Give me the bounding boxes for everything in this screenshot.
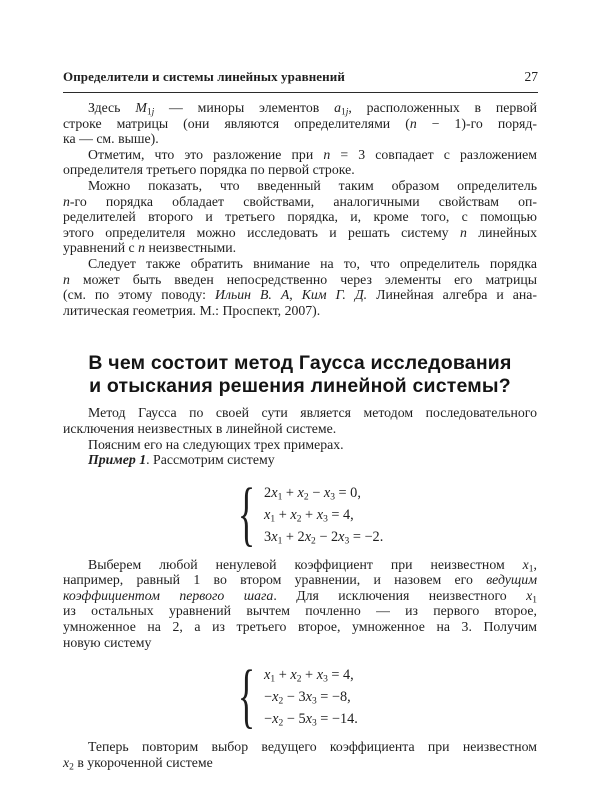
paragraph <box>63 405 537 436</box>
text-line: Теперь повторим выбор ведущего коэффициента при неизвестном <box>88 739 537 755</box>
running-header <box>63 69 538 93</box>
equation-system <box>235 474 537 554</box>
paragraph <box>63 739 537 773</box>
equation-line: $3x_1 + 2x_2 - 2x_3 = -2$. <box>264 528 384 547</box>
text-line: исключения неизвестных в линейной системе. <box>63 420 337 436</box>
text-line: Следует также обратить внимание на то, что определитель порядка <box>88 255 537 271</box>
text-line: Метод Гаусса по своей сути является методом последовательного <box>88 405 537 421</box>
text-line: уравнений с n неизвестными. <box>63 240 237 256</box>
page-body <box>63 100 538 773</box>
heading-line: В чем состоит метод Гаусса исследования <box>88 352 512 375</box>
text-line: коэффициентом первого шага. Для исключения неизвестного $x_1$ <box>63 587 537 606</box>
equation-lines <box>264 482 383 548</box>
text-line: этого определителя можно исследовать и решать систему n линейных <box>63 224 537 240</box>
paragraph <box>63 178 537 256</box>
paragraph <box>63 147 537 178</box>
paragraph <box>63 437 537 453</box>
heading-line: и отыскания решения линейной системы? <box>89 375 511 398</box>
text-line: Отметим, что это разложение при n = 3 совпадает с разложением <box>88 146 537 162</box>
text-line: Можно показать, что введенный таким образом определитель <box>88 177 537 193</box>
text-line: (см. по этому поводу: Ильин В. А, Ким Г. Д. Линейная алгебра и ана- <box>63 287 537 303</box>
text-line: например, равный 1 во втором уравнении, и назовем его ведущим <box>63 572 537 588</box>
paragraph <box>63 452 537 468</box>
system-brace: { <box>237 656 256 737</box>
system-brace: { <box>237 474 256 554</box>
text-line: Выберем любой ненулевой коэффициент при неизвестном $x_1$, <box>88 556 537 575</box>
equation-line: $-x_2 - 3x_3 = -8$, <box>264 689 351 707</box>
text-line: ределителей второго и третьего порядка, и, кроме того, с помощью <box>63 209 537 225</box>
text-line: определителя третьего порядка по первой строке. <box>63 162 355 178</box>
text-line: Пример 1. Рассмотрим систему <box>88 452 275 468</box>
paragraph <box>63 100 537 147</box>
text-line: строке матрицы (они являются определителями (n − 1)-го поряд- <box>63 115 537 131</box>
text-line: Поясним его на следующих трех примерах. <box>88 436 344 452</box>
page-number: 27 <box>524 69 538 84</box>
text-line: умноженное на 2, а из третьего второе, умноженное на 3. Получим <box>63 619 537 635</box>
paragraph <box>63 256 537 318</box>
equation-line: $2x_1 + x_2 - x_3 = 0$, <box>264 484 361 503</box>
paragraph <box>63 557 537 651</box>
running-title: Определители и системы линейных уравнений <box>63 69 345 84</box>
text-line: n-го порядка обладает свойствами, аналогичными свойствам оп- <box>63 193 537 209</box>
text-line: из остальных уравнений вычтем почленно — из первого второе, <box>63 603 537 619</box>
text-line: новую систему <box>63 634 152 650</box>
equation-line: $-x_2 - 5x_3 = -14$. <box>264 711 358 729</box>
equation-system <box>235 656 537 737</box>
text-line: $x_2$ в укороченной системе <box>63 754 213 773</box>
text-line: n может быть введен непосредственно через элементы его матрицы <box>63 271 537 287</box>
section-heading <box>63 352 537 398</box>
equation-lines <box>264 664 358 730</box>
equation-line: $x_1 + x_2 + x_3 = 4$, <box>264 667 354 685</box>
text-line: Здесь $M_{1j}$ — миноры элементов $a_{1j}$, расположенных в первой <box>88 100 538 118</box>
text-line: литическая геометрия. М.: Проспект, 2007). <box>63 302 321 318</box>
equation-line: $x_1 + x_2 + x_3 = 4$, <box>264 506 354 525</box>
text-line: ка — см. выше). <box>63 131 159 147</box>
